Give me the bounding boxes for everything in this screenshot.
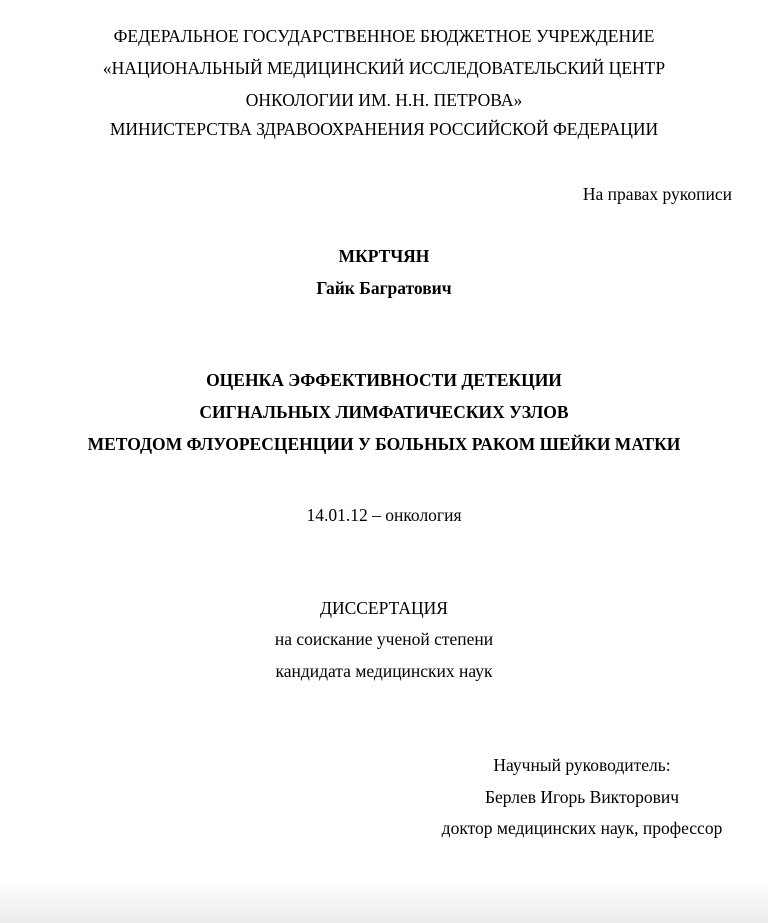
degree-type: ДИССЕРТАЦИЯ xyxy=(320,598,448,618)
institution-line-4: МИНИСТЕРСТВА ЗДРАВООХРАНЕНИЯ РОССИЙСКОЙ ФЕДЕРАЦИИ xyxy=(109,119,659,139)
supervisor-label: Научный руководитель: xyxy=(493,755,671,775)
specialty: 14.01.12 – онкология xyxy=(306,505,462,525)
supervisor-name: Берлев Игорь Викторович xyxy=(484,787,680,807)
institution-line-1: ФЕДЕРАЛЬНОЕ ГОСУДАРСТВЕННОЕ БЮДЖЕТНОЕ УЧРЕЖДЕНИЕ xyxy=(113,26,655,46)
author-surname: МКРТЧЯН xyxy=(338,246,430,266)
manuscript-note: На правах рукописи xyxy=(582,184,732,204)
degree-line-1: на соискание ученой степени xyxy=(274,629,494,649)
title-line-2: СИГНАЛЬНЫХ ЛИМФАТИЧЕСКИХ УЗЛОВ xyxy=(199,402,569,422)
supervisor-credentials: доктор медицинских наук, профессор xyxy=(441,818,723,838)
degree-line-2: кандидата медицинских наук xyxy=(275,661,493,681)
author-given-names: Гайк Багратович xyxy=(316,278,452,298)
title-line-3: МЕТОДОМ ФЛУОРЕСЦЕНЦИИ У БОЛЬНЫХ РАКОМ ШЕЙКИ МАТКИ xyxy=(87,434,681,454)
title-line-1: ОЦЕНКА ЭФФЕКТИВНОСТИ ДЕТЕКЦИИ xyxy=(206,370,562,390)
institution-line-2: «НАЦИОНАЛЬНЫЙ МЕДИЦИНСКИЙ ИССЛЕДОВАТЕЛЬСКИЙ ЦЕНТР xyxy=(102,58,666,78)
institution-line-3: ОНКОЛОГИИ ИМ. Н.Н. ПЕТРОВА» xyxy=(245,90,523,110)
